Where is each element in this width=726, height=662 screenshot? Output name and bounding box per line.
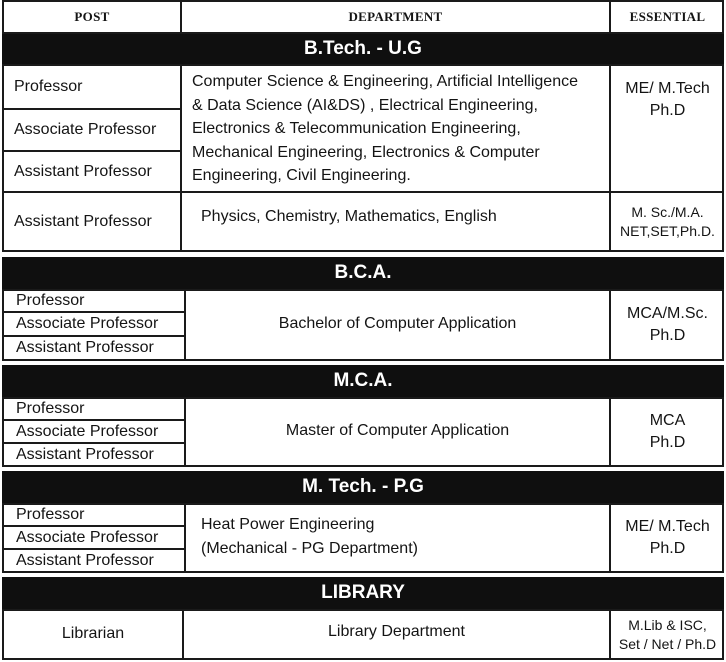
btech-sub-essential-line: NET,SET,Ph.D. [620, 222, 715, 239]
mtech-post-associate-professor: Associate Professor [16, 528, 159, 546]
mtech-essential-line: ME/ M.Tech [625, 518, 710, 535]
mtech-essential [611, 505, 724, 571]
library-department: Library Department [328, 623, 465, 640]
bca-essential-line: Ph.D [649, 327, 686, 344]
library-essential-line: Set / Net / Ph.D [618, 635, 717, 652]
bca-essential [611, 291, 724, 359]
bca-department: Bachelor of Computer Application [278, 315, 517, 332]
mtech-post-professor: Professor [16, 505, 85, 523]
section-title-mtech: M. Tech. - P.G [2, 471, 724, 503]
btech-department-line: Electronics & Telecommunication Engineering, [192, 120, 521, 137]
btech-essential-line: ME/ M.Tech [625, 80, 710, 97]
btech-department-line: Mechanical Engineering, Electronics & Computer [192, 143, 540, 161]
btech-sub-essential [611, 193, 724, 250]
btech-post-assistant-professor: Assistant Professor [14, 162, 152, 180]
btech-post-associate-professor: Associate Professor [14, 121, 157, 138]
header-department: DEPARTMENT [348, 9, 443, 24]
library-essential-line: M.Lib & ISC, [628, 616, 707, 633]
bca-post-professor: Professor [16, 291, 85, 309]
mtech-department-line: Heat Power Engineering [201, 516, 375, 533]
btech-essential [611, 76, 724, 124]
btech-department-line: Engineering, Civil Engineering. [192, 167, 411, 184]
mca-post-assistant-professor: Assistant Professor [16, 445, 154, 463]
section-title-bca: B.C.A. [2, 257, 724, 289]
section-title-btech: B.Tech. - U.G [2, 34, 724, 64]
btech-sub-post: Assistant Professor [14, 212, 152, 230]
header-essential: ESSENTIAL [629, 9, 706, 24]
mca-essential-line: MCA [649, 412, 686, 429]
mca-essential [611, 399, 724, 465]
mtech-essential-line: Ph.D [649, 540, 686, 557]
mca-essential-line: Ph.D [649, 434, 686, 451]
section-title-mca: M.C.A. [2, 365, 724, 397]
btech-essential-line: Ph.D [649, 102, 686, 119]
header-post: POST [74, 9, 110, 24]
mca-department: Master of Computer Application [285, 422, 510, 439]
section-title-library: LIBRARY [2, 577, 724, 609]
mca-post-professor: Professor [16, 399, 85, 417]
bca-post-assistant-professor: Assistant Professor [16, 339, 154, 356]
btech-department [192, 70, 608, 188]
btech-sub-department: Physics, Chemistry, Mathematics, English [201, 208, 497, 225]
mtech-department-line: (Mechanical - PG Department) [201, 540, 418, 557]
mtech-department [201, 513, 607, 561]
library-post: Librarian [61, 624, 125, 642]
library-essential [611, 611, 724, 658]
mca-post-associate-professor: Associate Professor [16, 422, 159, 440]
btech-department-line: Computer Science & Engineering, Artificial Intelligence [192, 73, 578, 90]
btech-department-line: & Data Science (AI&DS) , Electrical Engineering, [192, 96, 538, 114]
bca-post-associate-professor: Associate Professor [16, 315, 159, 332]
bca-essential-line: MCA/M.Sc. [627, 305, 708, 322]
btech-sub-essential-line: M. Sc./M.A. [631, 203, 704, 220]
mtech-post-assistant-professor: Assistant Professor [16, 551, 154, 569]
btech-post-professor: Professor [14, 78, 83, 95]
